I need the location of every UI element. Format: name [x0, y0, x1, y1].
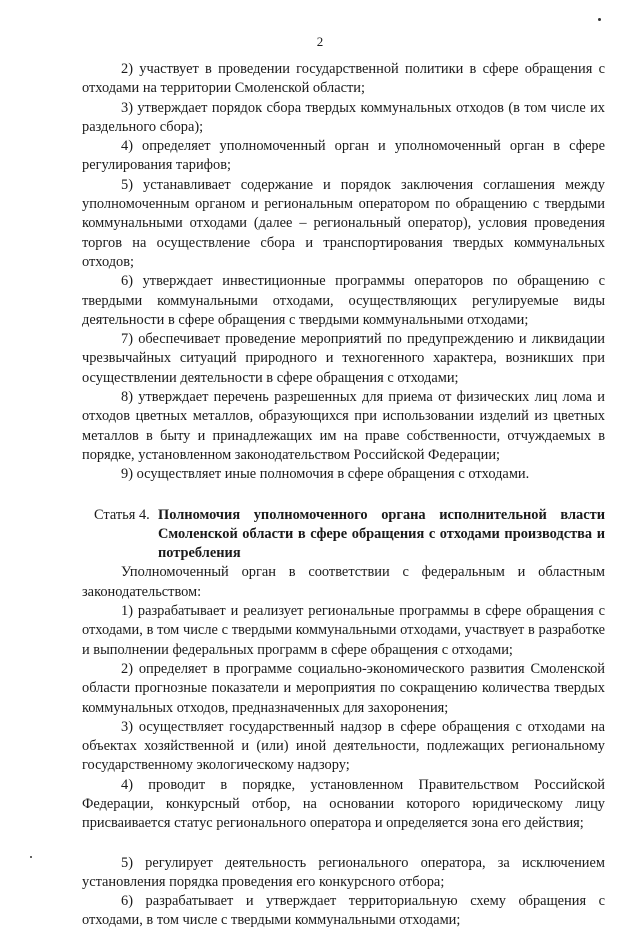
scan-speck [30, 856, 32, 858]
paragraph: 2) определяет в программе социально-экономического развития Смоленской области прогнозные показатели и мероприятия по сокращению количества твердых коммунальных отходов, предназначенных для захоронения; [82, 660, 605, 716]
article-heading [82, 506, 605, 564]
paragraph: 3) осуществляет государственный надзор в сфере обращения с отходами на объектах хозяйственной и (или) иной деятельности, подлежащих региональному государственному экологическому надзору; [82, 718, 605, 774]
scan-speck [598, 18, 601, 21]
paragraph: 7) обеспечивает проведение мероприятий по предупреждению и ликвидации чрезвычайных ситуаций природного и техногенного характера, возникших при осуществлении деятельности в сфере обращения с отходами; [82, 331, 605, 386]
paragraph: 2) участвует в проведении государственной политики в сфере обращения с отходами на территории Смоленской области; [82, 61, 605, 97]
paragraph: 6) утверждает инвестиционные программы операторов по обращению с твердыми коммунальными отходами, осуществляющих регулируемые виды деятельности в сфере обращения с твердыми коммунальными отходами; [82, 273, 605, 328]
paragraph: 4) проводит в порядке, установленном Правительством Российской Федерации, конкурсный отбор, на основании которого юридическому лицу присваивается статус регионального оператора и определяется зона его действия; [82, 776, 605, 832]
article-label: Статья 4. [94, 506, 150, 523]
paragraph: 5) регулирует деятельность регионального оператора, за исключением установления порядка проведения его конкурсного отбора; [82, 854, 605, 890]
document-body [82, 60, 605, 931]
paragraph: 8) утверждает перечень разрешенных для приема от физических лиц лома и отходов цветных металлов, образующихся при использовании изделий из цветных металлов в быту и принадлежащих им на праве собственности, отчуждаемых в порядке, установленном законодательством Российской Федерации; [82, 389, 605, 463]
blank-line [82, 834, 605, 854]
paragraph: 6) разрабатывает и утверждает территориальную схему обращения с отходами, в том числе с твердыми коммунальными отходами; [82, 893, 605, 929]
paragraph: 3) утверждает порядок сбора твердых коммунальных отходов (в том числе их раздельного сбора); [82, 99, 605, 135]
paragraph: 5) устанавливает содержание и порядок заключения соглашения между уполномоченным органом и региональным оператором по обращению с твердыми коммунальными отходами (далее – региональный оператор), условия проведения торгов на осуществление сбора и транспортирования твердых коммунальных отходов; [82, 176, 605, 270]
paragraph: 1) разрабатывает и реализует региональные программы в сфере обращения с отходами, в том числе с твердыми коммунальными отходами, участвует в разработке и выполнении федеральных программ в сфере обращения с отходами; [82, 603, 605, 658]
page-number: 2 [316, 34, 324, 49]
article-title: Полномочия уполномоченного органа исполнительной власти Смоленской области в сфере обращения с отходами производства и потребления [158, 506, 605, 562]
paragraph: Уполномоченный орган в соответствии с федеральным и областным законодательством: [82, 564, 605, 600]
paragraph: 4) определяет уполномоченный орган и уполномоченный орган в сфере регулирования тарифов; [82, 138, 605, 174]
paragraph: 9) осуществляет иные полномочия в сфере обращения с отходами. [121, 466, 530, 483]
